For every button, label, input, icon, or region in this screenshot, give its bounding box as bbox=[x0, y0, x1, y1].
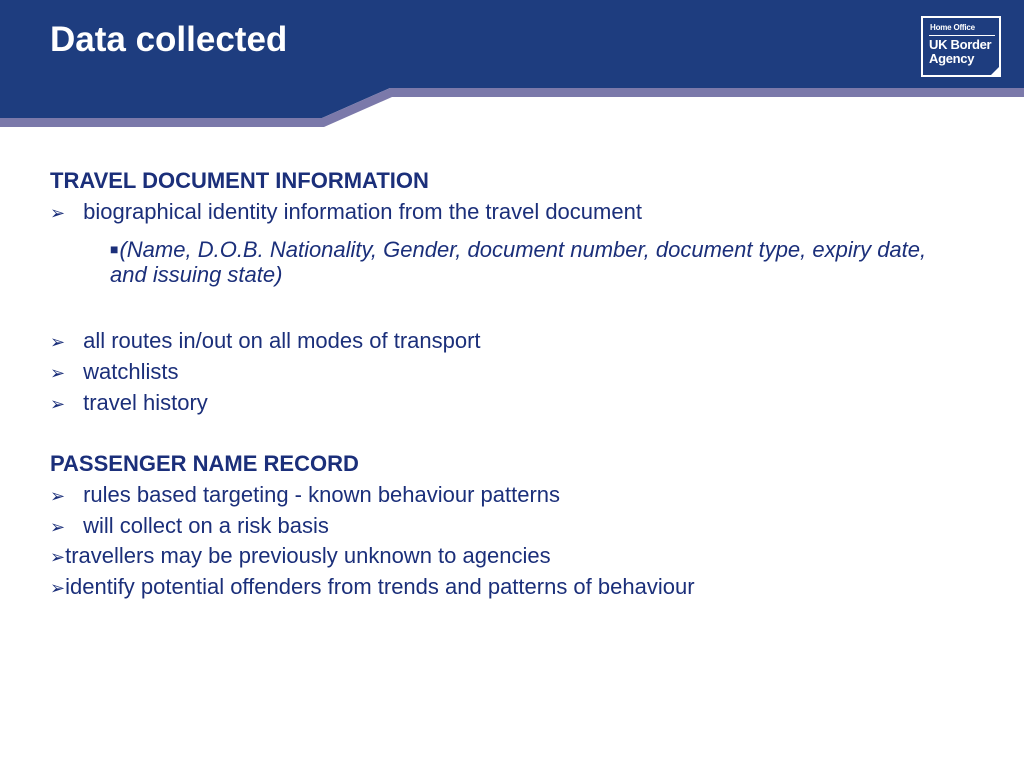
arrow-bullet-icon: ➢ bbox=[50, 517, 66, 537]
page-title: Data collected bbox=[50, 20, 288, 59]
arrow-bullet-icon: ➢ bbox=[50, 547, 66, 567]
sub-list-item-text: (Name, D.O.B. Nationality, Gender, document number, document type, expiry date, and issuing state) bbox=[110, 237, 927, 287]
list-item bbox=[50, 574, 695, 601]
arrow-bullet-icon: ➢ bbox=[50, 578, 66, 598]
arrow-bullet-icon: ➢ bbox=[50, 363, 66, 383]
list-item bbox=[50, 513, 329, 540]
list-item bbox=[50, 359, 178, 386]
list-item-text: rules based targeting - known behaviour patterns bbox=[83, 482, 561, 507]
list-item-text: biographical identity information from the travel document bbox=[83, 199, 642, 224]
list-item bbox=[50, 328, 481, 355]
list-item bbox=[50, 390, 208, 417]
list-item bbox=[50, 482, 560, 509]
list-item bbox=[50, 543, 551, 570]
arrow-bullet-icon: ➢ bbox=[50, 203, 66, 223]
arrow-bullet-icon: ➢ bbox=[50, 394, 66, 414]
logo-home-office-text: Home Office bbox=[930, 23, 975, 32]
logo-agency-text: Agency bbox=[929, 51, 975, 66]
list-item-text: travel history bbox=[83, 390, 208, 415]
square-bullet-icon: ■ bbox=[110, 241, 119, 257]
list-item-text: identify potential offenders from trends and patterns of behaviour bbox=[65, 574, 695, 599]
section-heading-pnr: PASSENGER NAME RECORD bbox=[50, 451, 359, 476]
arrow-bullet-icon: ➢ bbox=[50, 332, 66, 352]
list-item bbox=[50, 199, 642, 226]
list-item-text: travellers may be previously unknown to agencies bbox=[65, 543, 551, 568]
list-item-text: all routes in/out on all modes of transport bbox=[83, 328, 481, 353]
section-heading-travel: TRAVEL DOCUMENT INFORMATION bbox=[50, 168, 429, 193]
list-item-text: watchlists bbox=[83, 359, 179, 384]
list-item-text: will collect on a risk basis bbox=[83, 513, 329, 538]
arrow-bullet-icon: ➢ bbox=[50, 486, 66, 506]
logo-uk-border-text: UK Border bbox=[929, 37, 992, 52]
sub-list-item bbox=[110, 237, 940, 287]
